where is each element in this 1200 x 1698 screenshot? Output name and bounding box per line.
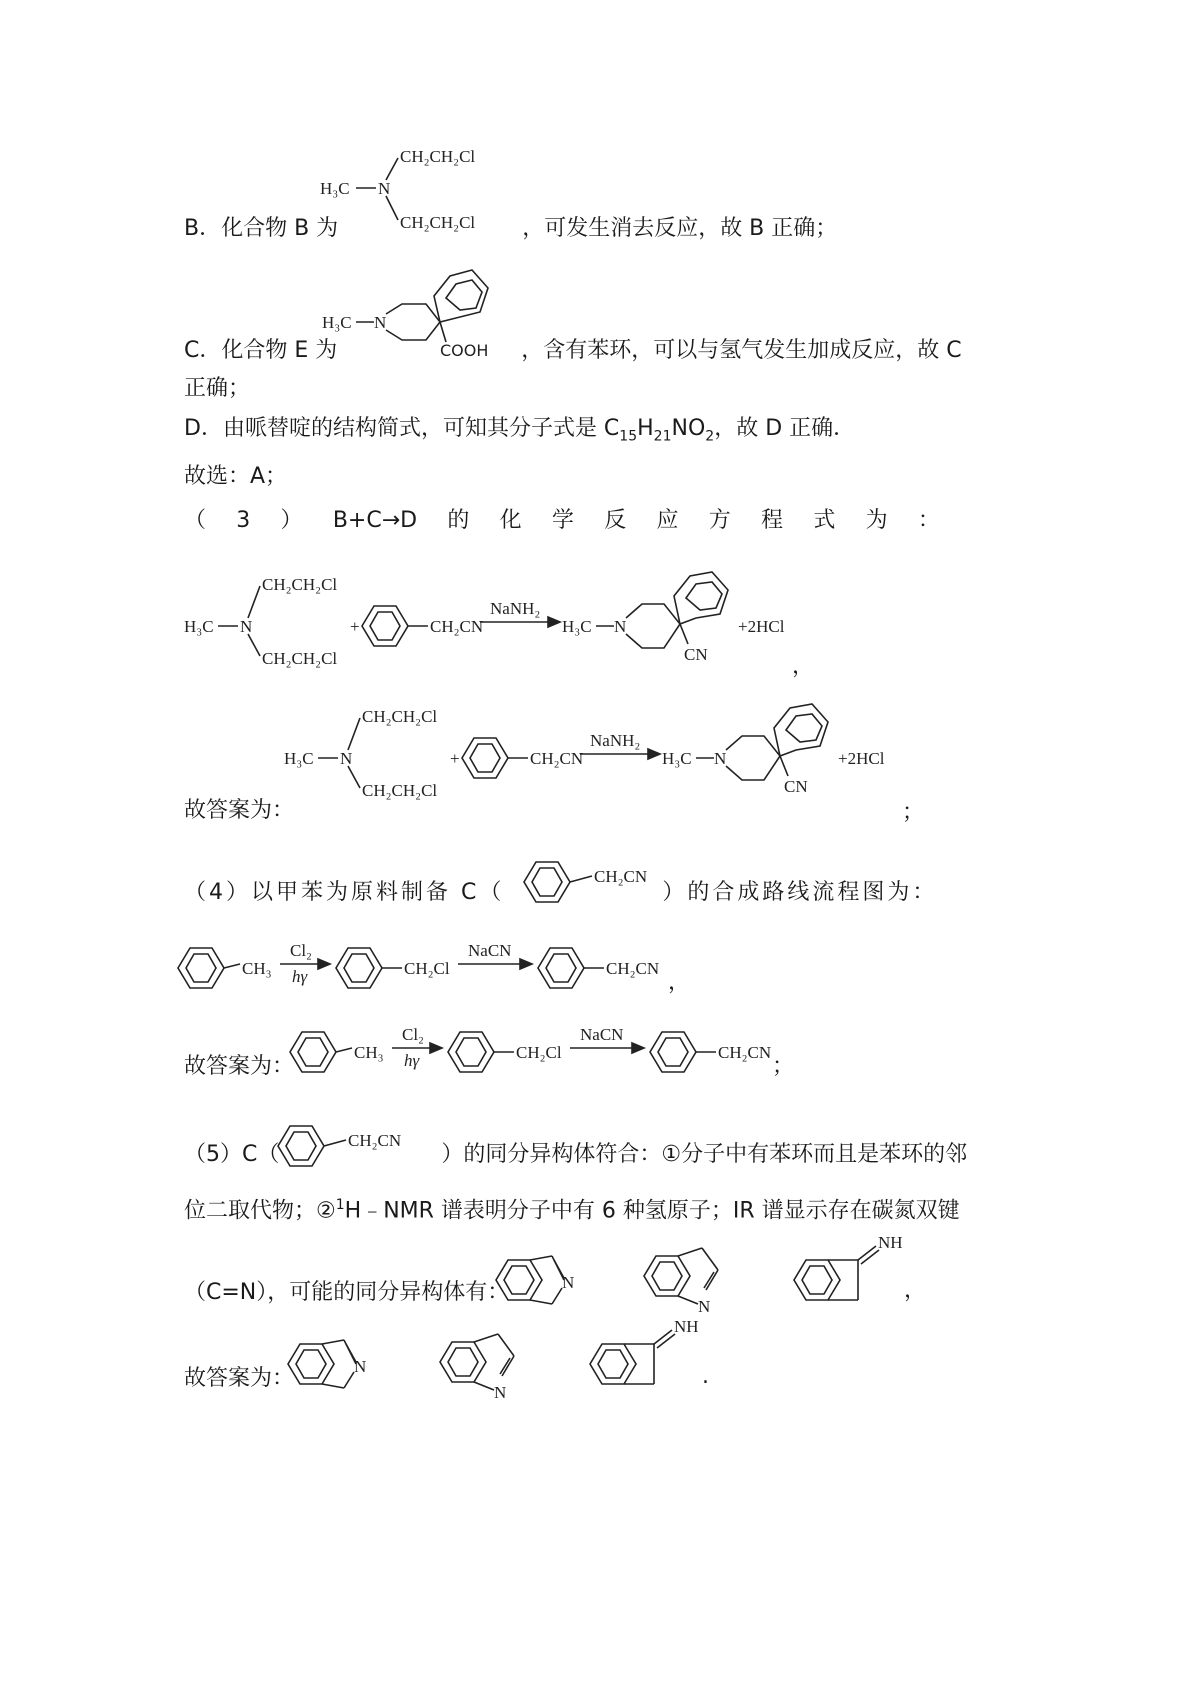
answer-label-5-text: 故答案为： bbox=[184, 1366, 295, 1391]
answer-label-4 bbox=[184, 1052, 294, 1082]
svg-text:NH: NH bbox=[878, 1233, 903, 1252]
isomer-benzocyclobutenimine-2 bbox=[582, 1316, 712, 1406]
line-q3 bbox=[184, 506, 940, 536]
line-c-prefix: C．化合物 E 为 bbox=[184, 338, 338, 363]
svg-text:Cl₂: Cl₂ bbox=[290, 941, 312, 960]
q5-line2-sup: 1 bbox=[335, 1197, 345, 1213]
answer-label-3 bbox=[184, 796, 294, 826]
svg-text:CH₂CH₂Cl: CH₂CH₂Cl bbox=[262, 649, 338, 668]
isomer-isoindole-2 bbox=[280, 1324, 390, 1404]
q5-line3: （C=N），可能的同分异构体有： bbox=[184, 1280, 510, 1305]
line-c bbox=[184, 336, 962, 366]
isomer-benzocyclobutenimine-1 bbox=[786, 1232, 916, 1322]
svg-text:+: + bbox=[450, 749, 460, 768]
svg-text:NaNH₂: NaNH₂ bbox=[590, 731, 641, 750]
svg-text:H₃C: H₃C bbox=[284, 749, 314, 768]
line-q5-2 bbox=[184, 1190, 960, 1226]
svg-text:NaCN: NaCN bbox=[580, 1025, 624, 1044]
q5-line2b: H﹣NMR 谱表明分子中有 6 种氢原子；IR 谱显示存在碳氮双键 bbox=[344, 1198, 960, 1224]
line-q5-3 bbox=[184, 1278, 509, 1308]
comma-5 bbox=[904, 1276, 926, 1306]
answer-label-5 bbox=[184, 1364, 294, 1394]
q3-char: 反 bbox=[604, 508, 627, 533]
semicolon-4-text: ； bbox=[772, 1054, 795, 1079]
comma-4 bbox=[668, 968, 690, 998]
q3-char: 应 bbox=[656, 508, 679, 533]
guxuan-text: 故选：A； bbox=[184, 464, 288, 489]
svg-text:N: N bbox=[614, 617, 627, 636]
q5-suffix: ）的同分异构体符合：①分子中有苯环而且是苯环的邻 bbox=[441, 1142, 968, 1167]
reaction-equation-1 bbox=[184, 560, 864, 680]
svg-text:CH₂CH₂Cl: CH₂CH₂Cl bbox=[362, 707, 438, 726]
answer-label-4-text: 故答案为： bbox=[184, 1054, 295, 1079]
svg-text:N: N bbox=[714, 749, 727, 768]
line-d-text3: NO bbox=[671, 416, 706, 441]
svg-text:CN: CN bbox=[684, 645, 708, 664]
svg-text:CH₂CN: CH₂CN bbox=[430, 617, 484, 636]
svg-text:CH₂CN: CH₂CN bbox=[348, 1131, 402, 1150]
line-d-text1: D．由哌替啶的结构简式，可知其分子式是 C bbox=[184, 416, 620, 441]
line-d bbox=[184, 414, 855, 451]
svg-text:N: N bbox=[698, 1297, 711, 1316]
q3-paren-open: （ bbox=[184, 508, 207, 533]
svg-text:N: N bbox=[354, 1357, 367, 1376]
svg-text:N: N bbox=[240, 617, 253, 636]
svg-text:H₃C: H₃C bbox=[184, 617, 214, 636]
comma-1 bbox=[792, 652, 814, 682]
line-b bbox=[184, 214, 837, 244]
svg-text:CH₂CH₂Cl: CH₂CH₂Cl bbox=[262, 575, 338, 594]
isomer-indolenine-2 bbox=[432, 1318, 542, 1408]
svg-text:Cl₂: Cl₂ bbox=[402, 1025, 424, 1044]
synthesis-route-2 bbox=[282, 1014, 802, 1094]
q3-char: ： bbox=[917, 508, 940, 533]
semicolon-3-text: ； bbox=[902, 800, 925, 825]
line-d-sub1: 15 bbox=[619, 428, 638, 445]
svg-text:NH: NH bbox=[674, 1317, 699, 1336]
svg-text:CH₂CH₂Cl: CH₂CH₂Cl bbox=[400, 147, 476, 166]
q3-char: 学 bbox=[551, 508, 574, 533]
q3-reaction: B+C→D bbox=[332, 508, 418, 533]
q3-char: 的 bbox=[447, 508, 470, 533]
svg-text:N: N bbox=[562, 1273, 575, 1292]
svg-text:+2HCl: +2HCl bbox=[838, 749, 885, 768]
line-b-suffix: ，可发生消去反应，故 B 正确； bbox=[522, 216, 838, 241]
comma-4-text: ， bbox=[668, 970, 691, 995]
line-q4 bbox=[184, 878, 940, 908]
svg-text:CH₂Cl: CH₂Cl bbox=[516, 1043, 562, 1062]
q3-char: 为 bbox=[865, 508, 888, 533]
svg-text:H₃C: H₃C bbox=[322, 313, 352, 332]
period-5 bbox=[702, 1362, 709, 1392]
svg-text:H₃C: H₃C bbox=[320, 179, 350, 198]
line-q5-1 bbox=[184, 1140, 967, 1170]
svg-text:NaNH₂: NaNH₂ bbox=[490, 599, 541, 618]
svg-text:CH₂Cl: CH₂Cl bbox=[404, 959, 450, 978]
line-d-sub2: 21 bbox=[653, 428, 672, 445]
svg-text:CH₂CN: CH₂CN bbox=[594, 867, 648, 886]
line-d-text4: ，故 D 正确． bbox=[714, 416, 856, 441]
semicolon-3 bbox=[902, 798, 924, 828]
svg-text:H₃C: H₃C bbox=[562, 617, 592, 636]
svg-text:N: N bbox=[374, 313, 387, 332]
answer-label-3-text: 故答案为： bbox=[184, 798, 295, 823]
line-d-sub3: 2 bbox=[705, 428, 715, 445]
q5-line2a: 位二取代物；② bbox=[184, 1198, 336, 1224]
q3-char: 方 bbox=[708, 508, 731, 533]
svg-text:+2HCl: +2HCl bbox=[738, 617, 785, 636]
q4-suffix: ）的合成路线流程图为： bbox=[662, 880, 938, 905]
q3-char: 程 bbox=[761, 508, 784, 533]
comma-1-text: ， bbox=[792, 654, 815, 679]
q3-num: 3 bbox=[236, 508, 251, 533]
line-c-suffix: ，含有苯环，可以与氢气发生加成反应，故 C bbox=[521, 338, 962, 363]
line-b-prefix: B．化合物 B 为 bbox=[184, 216, 339, 241]
line-guxuan bbox=[184, 462, 287, 492]
q3-char: 式 bbox=[813, 508, 836, 533]
q3-char: 化 bbox=[499, 508, 522, 533]
q5-prefix: （5）C（ bbox=[184, 1142, 280, 1167]
line-c-cont bbox=[184, 374, 250, 404]
svg-text:CN: CN bbox=[784, 777, 808, 796]
svg-text:CH₃: CH₃ bbox=[354, 1043, 384, 1062]
svg-text:+: + bbox=[350, 617, 360, 636]
svg-text:CH₃: CH₃ bbox=[242, 959, 272, 978]
svg-text:CH₂CN: CH₂CN bbox=[606, 959, 660, 978]
svg-text:hγ: hγ bbox=[404, 1051, 420, 1070]
q3-paren-close: ） bbox=[280, 508, 303, 533]
line-d-text2: H bbox=[637, 416, 654, 441]
svg-text:N: N bbox=[340, 749, 353, 768]
svg-text:H₃C: H₃C bbox=[662, 749, 692, 768]
isomer-indolenine-1 bbox=[636, 1232, 746, 1322]
svg-text:N: N bbox=[378, 179, 391, 198]
svg-text:hγ: hγ bbox=[292, 967, 308, 986]
svg-text:CH₂CH₂Cl: CH₂CH₂Cl bbox=[400, 213, 476, 232]
svg-text:COOH: COOH bbox=[440, 341, 489, 360]
svg-text:N: N bbox=[494, 1383, 507, 1402]
line-c-cont-text: 正确； bbox=[184, 376, 251, 401]
semicolon-4 bbox=[772, 1052, 794, 1082]
synthesis-route-1 bbox=[170, 930, 690, 1010]
svg-text:NaCN: NaCN bbox=[468, 941, 512, 960]
comma-5-text: ， bbox=[904, 1278, 927, 1303]
reaction-equation-2 bbox=[284, 692, 964, 812]
svg-text:CH₂CN: CH₂CN bbox=[530, 749, 584, 768]
svg-text:CH₂CH₂Cl: CH₂CH₂Cl bbox=[362, 781, 438, 800]
period-5-text: . bbox=[702, 1364, 709, 1389]
q4-prefix: （4）以甲苯为原料制备 C（ bbox=[184, 880, 505, 905]
svg-text:CH₂CN: CH₂CN bbox=[718, 1043, 772, 1062]
